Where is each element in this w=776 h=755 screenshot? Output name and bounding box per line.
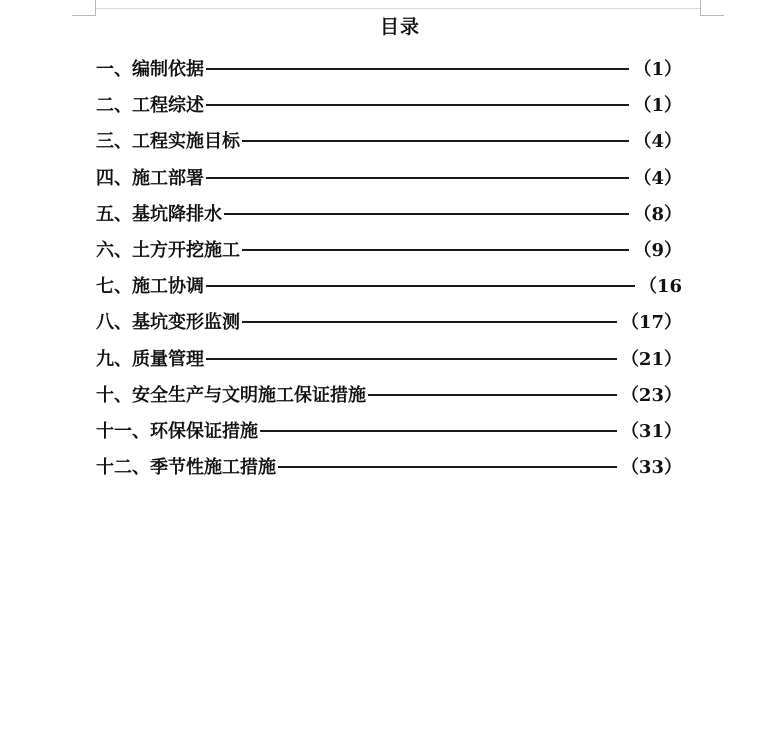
toc-entry-label: 二、工程综述 [96,95,204,117]
toc-dot-leader [206,177,629,179]
toc-page-number: （4） [633,167,682,189]
table-of-contents [96,50,682,484]
toc-entry-3[interactable] [96,122,682,158]
toc-page-number: （1） [633,59,682,81]
toc-entry-label: 六、土方开挖施工 [96,240,240,262]
toc-entry-label: 十一、环保保证措施 [96,420,258,442]
toc-dot-leader [368,394,617,396]
toc-entry-label: 十二、季节性施工措施 [96,457,276,479]
toc-entry-1[interactable] [96,50,682,86]
toc-dot-leader [206,358,617,360]
toc-dot-leader [206,68,629,70]
toc-entry-label: 三、工程实施目标 [96,131,240,153]
toc-entry-9[interactable] [96,340,682,376]
toc-page-number: （23） [620,384,682,406]
toc-page-number: （21） [620,348,682,370]
toc-dot-leader [242,140,629,142]
toc-entry-4[interactable] [96,159,682,195]
toc-entry-5[interactable] [96,195,682,231]
toc-page-number: （31） [620,420,682,442]
toc-page-number: （9） [633,240,682,262]
page-title: 目录 [379,16,420,38]
toc-entry-label: 十、安全生产与文明施工保证措施 [96,384,366,406]
toc-dot-leader [224,213,629,215]
toc-entry-label: 九、质量管理 [96,348,204,370]
toc-dot-leader [206,104,629,106]
toc-entry-11[interactable] [96,412,682,448]
toc-dot-leader [260,430,617,432]
toc-page-number: （16 [638,276,682,298]
toc-dot-leader [242,249,629,251]
toc-page-number: （8） [633,203,682,225]
toc-entry-label: 一、编制依据 [96,59,204,81]
toc-entry-2[interactable] [96,86,682,122]
toc-entry-6[interactable] [96,231,682,267]
toc-page-number: （33） [620,457,682,479]
toc-dot-leader [278,466,617,468]
toc-entry-12[interactable] [96,448,682,484]
page-top-border [96,8,700,9]
toc-page-number: （1） [633,95,682,117]
toc-entry-8[interactable] [96,303,682,339]
toc-entry-label: 八、基坑变形监测 [96,312,240,334]
toc-page-number: （17） [620,312,682,334]
toc-entry-label: 四、施工部署 [96,167,204,189]
toc-entry-label: 七、施工协调 [96,276,204,298]
toc-dot-leader [206,285,635,287]
toc-dot-leader [242,321,617,323]
toc-page-number: （4） [633,131,682,153]
toc-entry-7[interactable] [96,267,682,303]
toc-entry-label: 五、基坑降排水 [96,203,222,225]
toc-entry-10[interactable] [96,376,682,412]
